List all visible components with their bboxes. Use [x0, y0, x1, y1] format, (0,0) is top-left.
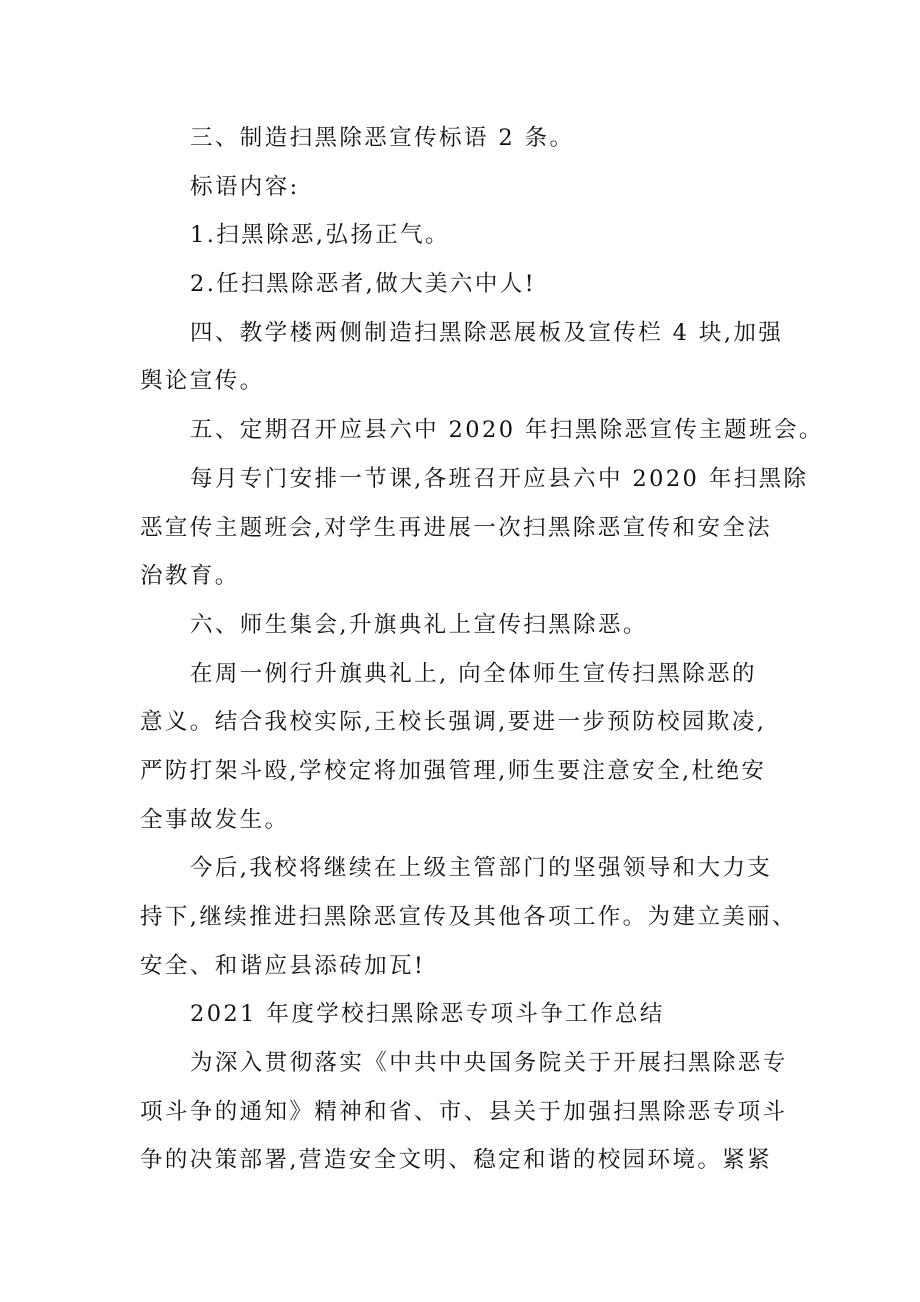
section-title: 2021 年度学校扫黑除恶专项斗争工作总结	[190, 1001, 665, 1027]
text-line: 标语内容:	[190, 174, 300, 200]
text-line: 意义。结合我校实际,王校长强调,要进一步预防校园欺凌,	[140, 709, 767, 735]
text-line: 每月专门安排一节课,各班召开应县六中 2020 年扫黑除	[190, 466, 809, 492]
text-line: 1.扫黑除恶,弘扬正气。	[190, 222, 450, 248]
text-line: 争的决策部署,营造安全文明、稳定和谐的校园环境。紧紧	[140, 1147, 773, 1173]
text-line: 六、师生集会,升旗典礼上宣传扫黑除恶。	[190, 612, 648, 638]
text-line: 在周一例行升旗典礼上, 向全体师生宣传扫黑除恶的	[190, 661, 757, 687]
text-line: 2.任扫黑除恶者,做大美六中人!	[190, 271, 537, 297]
text-line: 治教育。	[140, 563, 240, 589]
text-line: 安全、和谐应县添砖加瓦!	[140, 953, 426, 979]
text-line: 严防打架斗殴,学校定将加强管理,师生要注意安全,杜绝安	[140, 758, 767, 784]
text-line: 五、定期召开应县六中 2020 年扫黑除恶宣传主题班会。	[190, 417, 824, 443]
text-line: 项斗争的通知》精神和省、市、县关于加强扫黑除恶专项斗	[140, 1099, 788, 1125]
text-line: 今后,我校将继续在上级主管部门的坚强领导和大力支	[190, 855, 773, 881]
text-line: 持下,继续推进扫黑除恶宣传及其他各项工作。为建立美丽、	[140, 904, 797, 930]
text-line: 舆论宣传。	[140, 368, 265, 394]
text-line: 为深入贯彻落实《中共中央国务院关于开展扫黑除恶专	[190, 1050, 788, 1076]
text-line: 全事故发生。	[140, 807, 290, 833]
text-line: 恶宣传主题班会,对学生再进展一次扫黑除恶宣传和安全法	[140, 515, 773, 541]
text-line: 三、制造扫黑除恶宣传标语 2 条。	[190, 125, 575, 151]
text-line: 四、教学楼两侧制造扫黑除恶展板及宣传栏 4 块,加强	[190, 320, 784, 346]
